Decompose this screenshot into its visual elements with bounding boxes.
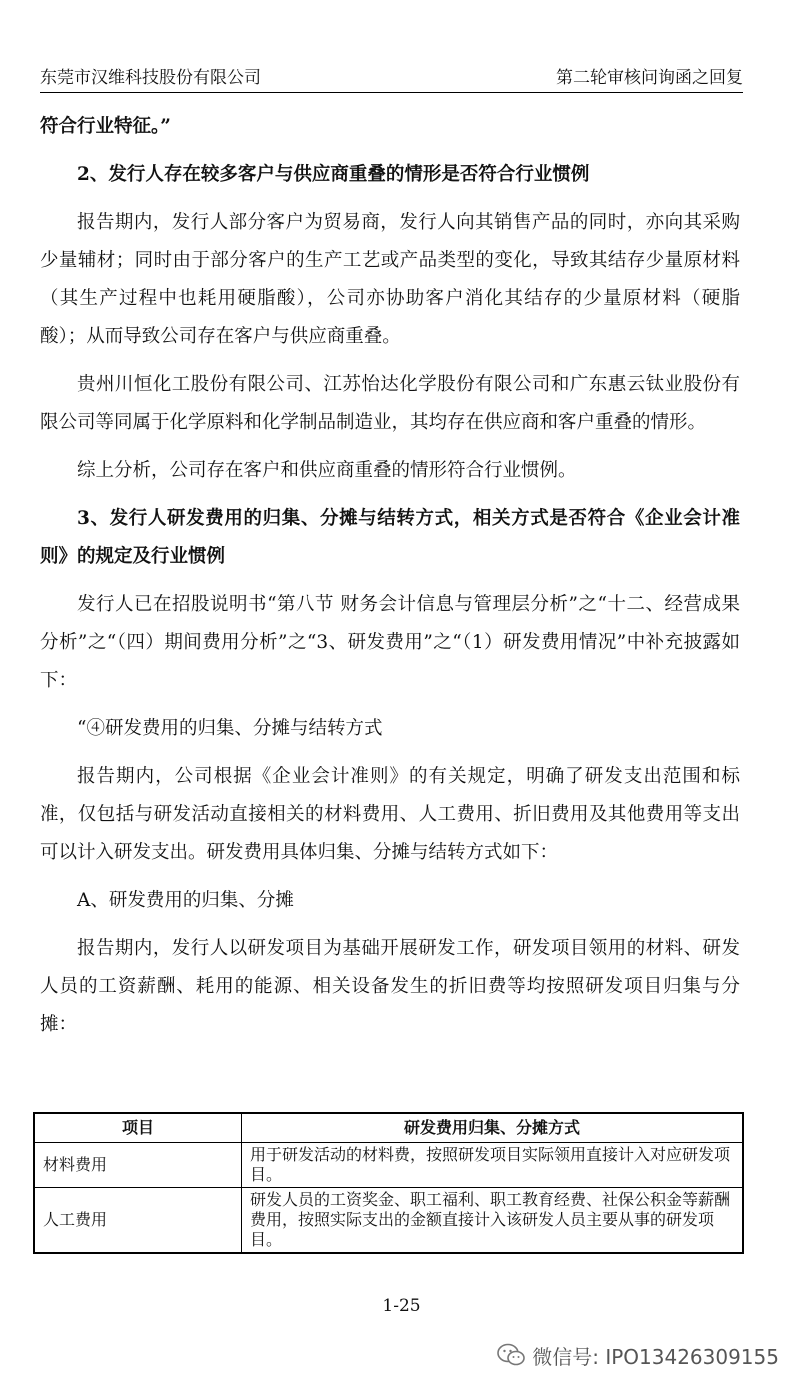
paragraph-industry-peers: 贵州川恒化工股份有限公司、江苏怡达化学股份有限公司和广东惠云钛业股份有限公司等同属于化学原料和化学制品制造业，其均存在供应商和客户重叠的情形。 (40, 374, 740, 433)
paragraph-continuation: 符合行业特征。” (40, 116, 171, 137)
wechat-watermark (496, 1340, 779, 1370)
wechat-icon (496, 1342, 526, 1368)
paragraph-rd-allocation: 报告期内，发行人以研发项目为基础开展研发工作，研发项目领用的材料、研发人员的工资薪酬、耗用的能源、相关设备发生的折旧费等均按照研发项目归集与分摊： (40, 938, 740, 1035)
page-header (40, 66, 743, 93)
table-cell-method: 用于研发活动的材料费，按照研发项目实际领用直接计入对应研发项目。 (242, 1143, 744, 1188)
paragraph-overlap-reason: 报告期内，发行人部分客户为贸易商，发行人向其销售产品的同时，亦向其采购少量辅材；同时由于部分客户的生产工艺或产品类型的变化，导致其结存少量原材料（其生产过程中也耗用硬脂酸），公司亦协助客户消化其结存的少量原材料（硬脂酸）；从而导致公司存在客户与供应商重叠。 (40, 212, 740, 347)
table-header-method: 研发费用归集、分摊方式 (242, 1113, 744, 1143)
table-cell-method: 研发人员的工资奖金、职工福利、职工教育经费、社保公积金等薪酬费用，按照实际支出的金额直接计入该研发人员主要从事的研发项目。 (242, 1188, 744, 1254)
paragraph-conclusion: 综上分析，公司存在客户和供应商重叠的情形符合行业惯例。 (77, 460, 577, 481)
paragraph-disclosure: 发行人已在招股说明书“第八节 财务会计信息与管理层分析”之“十二、经营成果分析”之“（四）期间费用分析”之“3、研发费用”之“（1）研发费用情况”中补充披露如下： (40, 594, 740, 691)
paragraph-rd-scope: 报告期内，公司根据《企业会计准则》的有关规定，明确了研发支出范围和标准，仅包括与研发活动直接相关的材料费用、人工费用、折旧费用及其他费用等支出可以计入研发支出。研发费用具体归集、分摊与结转方式如下： (40, 766, 740, 863)
table-cell-item: 材料费用 (34, 1143, 242, 1188)
table-header-item: 项目 (34, 1113, 242, 1143)
paragraph-quote-title: “④研发费用的归集、分摊与结转方式 (77, 718, 383, 739)
paragraph-subheading-a: A、研发费用的归集、分摊 (77, 890, 294, 911)
table-row (34, 1188, 743, 1254)
table-header-row (34, 1113, 743, 1143)
page-number: 1-25 (382, 1296, 421, 1316)
section-heading-3: 3、发行人研发费用的归集、分摊与结转方式，相关方式是否符合《企业会计准则》的规定及行业惯例 (40, 508, 740, 567)
document-body (40, 108, 740, 1044)
table-row (34, 1143, 743, 1188)
rd-expense-table (33, 1112, 744, 1254)
table-cell-item: 人工费用 (34, 1188, 242, 1254)
header-doc-title: 第二轮审核问询函之回复 (556, 68, 743, 88)
section-heading-2: 2、发行人存在较多客户与供应商重叠的情形是否符合行业惯例 (77, 164, 590, 185)
watermark-text: 微信号: IPO13426309155 (532, 1344, 779, 1369)
header-company: 东莞市汉维科技股份有限公司 (40, 68, 261, 88)
